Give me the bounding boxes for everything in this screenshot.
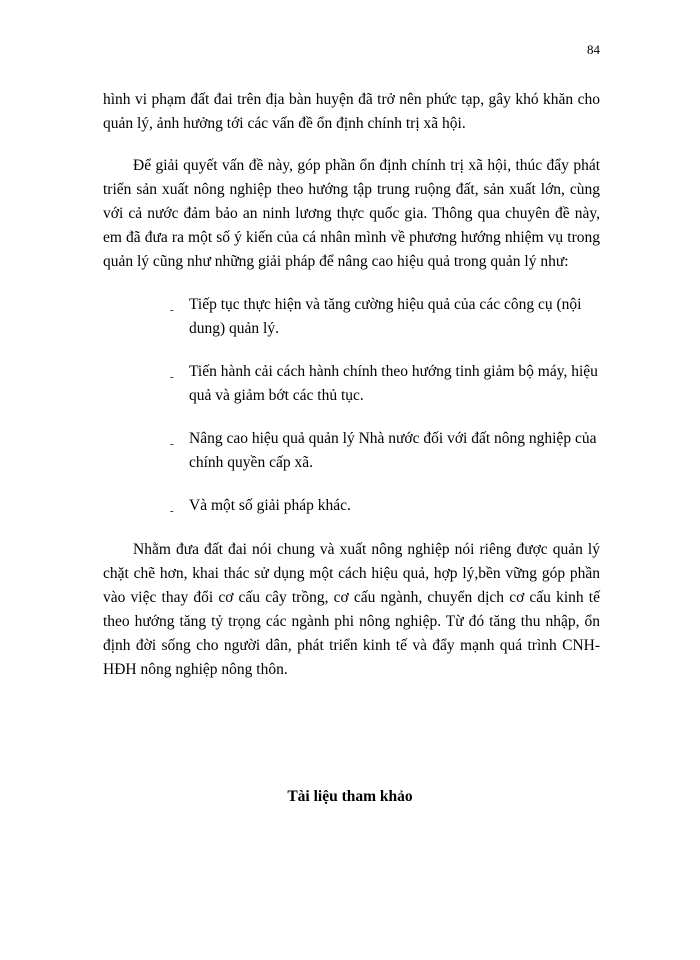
list-item-text: Và một số giải pháp khác. <box>189 497 351 514</box>
references-heading: Tài liệu tham khảo <box>287 788 413 805</box>
document-body <box>103 88 600 682</box>
page-number: 84 <box>587 42 600 57</box>
list-item-text: Tiến hành cải cách hành chính theo hướng tinh giảm bộ máy, hiệu quả và giảm bớt các thủ tục. <box>189 363 598 404</box>
solution-list <box>103 293 600 518</box>
bullet-dash-icon: - <box>170 304 174 316</box>
list-item-text: Nâng cao hiệu quả quản lý Nhà nước đối với đất nông nghiệp của chính quyền cấp xã. <box>189 430 597 471</box>
list-item <box>103 494 600 518</box>
list-item <box>103 427 600 475</box>
bullet-dash-icon: - <box>170 438 174 450</box>
list-item <box>103 360 600 408</box>
bullet-dash-icon: - <box>170 505 174 517</box>
paragraph-conclusion: Nhằm đưa đất đai nói chung và xuất nông nghiệp nói riêng được quản lý chặt chẽ hơn, khai thác sử dụng một cách hiệu quả, hợp lý,bền vững góp phần vào việc thay đổi cơ cấu cây trồng, cơ cấu ngành, chuyển dịch cơ cấu kinh tế theo hướng tăng tỷ trọng các ngành phi nông nghiệp. Từ đó tăng thu nhập, ổn định đời sống cho người dân, phát triển kinh tế và đẩy mạnh quá trình CNH- HĐH nông nghiệp nông thôn. <box>103 541 600 678</box>
paragraph-intro: Để giải quyết vấn đề này, góp phần ổn định chính trị xã hội, thúc đẩy phát triển sản xuất nông nghiệp theo hướng tập trung ruộng đất, sản xuất lớn, cùng với cả nước đảm bảo an ninh lương thực quốc gia. Thông qua chuyên đề này, em đã đưa ra một số ý kiến của cá nhân mình về phương hướng nhiệm vụ trong quản lý cũng như những giải pháp để nâng cao hiệu quả trong quản lý như: <box>103 157 600 270</box>
list-item <box>103 293 600 341</box>
paragraph-continuation: hình vi phạm đất đai trên địa bàn huyện đã trở nên phức tạp, gây khó khăn cho quản lý, ảnh hưởng tới các vấn đề ổn định chính trị xã hội. <box>103 91 600 132</box>
bullet-dash-icon: - <box>170 371 174 383</box>
list-item-text: Tiếp tục thực hiện và tăng cường hiệu quả của các công cụ (nội dung) quản lý. <box>189 296 582 337</box>
